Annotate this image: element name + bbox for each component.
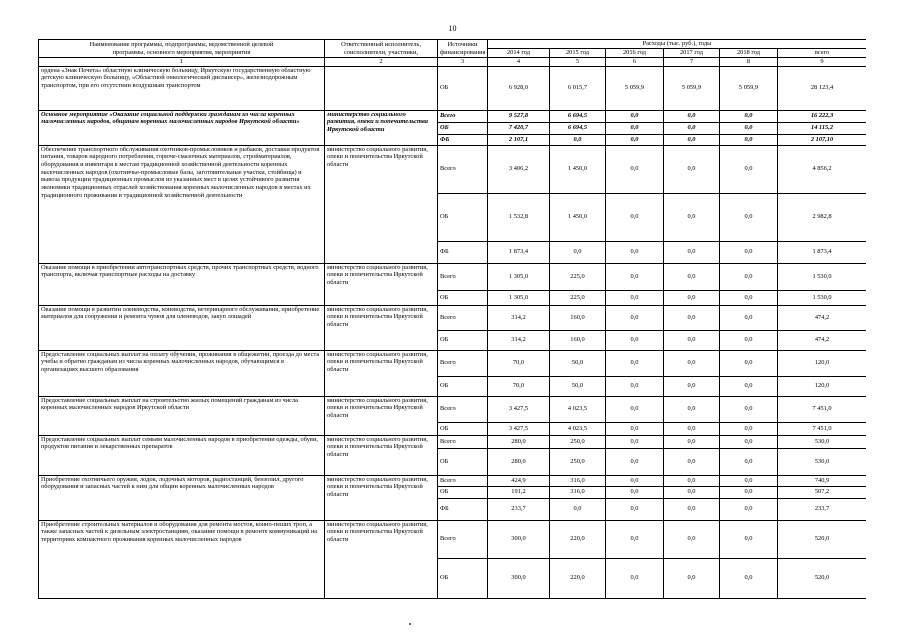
expense-value: 0,0 (720, 350, 778, 376)
expense-value: 0,0 (720, 396, 778, 422)
expense-value: 28 123,4 (778, 66, 867, 110)
expense-value: 520,0 (778, 558, 867, 598)
expense-value: 530,0 (778, 448, 867, 475)
expense-value: 0,0 (606, 350, 664, 376)
header-column-number: 9 (778, 58, 867, 67)
expense-value: 0,0 (664, 305, 720, 330)
funding-source: Всего (438, 263, 488, 290)
expense-value: 0,0 (720, 290, 778, 305)
expense-value: 0,0 (606, 263, 664, 290)
expense-value: 424,9 (488, 475, 550, 486)
expense-value: 0,0 (664, 241, 720, 263)
funding-source: Всего (438, 305, 488, 330)
expense-value: 0,0 (606, 330, 664, 350)
funding-source: ОБ (438, 122, 488, 134)
expense-value: 0,0 (720, 376, 778, 396)
expense-value: 0,0 (606, 558, 664, 598)
measure-name: Оказание помощи в развитии оленеводства, коневодства, ветеринарного обслуживания, приобретение материалов для сооружения и ремонта чумов для оленеводов, закуп лошадей (39, 305, 325, 350)
header-column-number: 6 (606, 58, 664, 67)
funding-source: Всего (438, 145, 488, 193)
expense-value: 0,0 (720, 498, 778, 520)
funding-source: Всего (438, 350, 488, 376)
expense-value: 233,7 (778, 498, 867, 520)
responsible-executor: министерство социального развития, опеки и попечительства Иркутской области (325, 110, 438, 145)
funding-source: Всего (438, 110, 488, 122)
expense-value: 5 059,9 (606, 66, 664, 110)
expense-value: 2 107,1 (488, 134, 550, 145)
expense-value: 160,0 (550, 305, 606, 330)
expense-value: 14 115,2 (778, 122, 867, 134)
header-year: 2014 год (488, 49, 550, 58)
responsible-executor: министерство социального развития, опеки и попечительства Иркутской области (325, 350, 438, 396)
expense-value: 7 420,7 (488, 122, 550, 134)
expense-value: 0,0 (606, 396, 664, 422)
expense-value: 0,0 (606, 145, 664, 193)
expense-value: 1 873,4 (488, 241, 550, 263)
expense-value: 4 023,5 (550, 396, 606, 422)
expense-value: 2 107,10 (778, 134, 867, 145)
scan-dot (409, 623, 411, 625)
expense-value: 2 982,8 (778, 193, 867, 241)
expense-value: 0,0 (664, 448, 720, 475)
expense-value: 0,0 (606, 448, 664, 475)
expense-value: 0,0 (664, 145, 720, 193)
measure-name: Оказание помощи в приобретении автотранспортных средств, прочих транспортных средств, водного транспорта, включая транспортные расходы на доставку (39, 263, 325, 305)
table-row (39, 396, 867, 422)
expense-value: 220,0 (550, 558, 606, 598)
page-number: 10 (448, 24, 457, 33)
expense-value: 300,0 (488, 558, 550, 598)
measure-name: Приобретение охотничьего оружия, лодок, лодочных моторов, радиостанций, бензопил, другого оборудования и запасных частей к ним для общин коренных малочисленных народов (39, 475, 325, 520)
header-year: 2015 год (550, 49, 606, 58)
expense-value: 0,0 (606, 134, 664, 145)
expense-value: 0,0 (664, 422, 720, 435)
expense-value: 300,0 (488, 520, 550, 558)
expense-value: 250,0 (550, 448, 606, 475)
header-column-number: 8 (720, 58, 778, 67)
expense-value: 1 532,8 (488, 193, 550, 241)
header-name: Наименование программы, подпрограммы, ведомственной целевой программы, основного мероприятия, мероприятия (39, 40, 325, 58)
expense-value: 0,0 (664, 376, 720, 396)
table-row (39, 110, 867, 122)
expense-value: 0,0 (664, 520, 720, 558)
expense-value: 0,0 (664, 558, 720, 598)
expense-value: 0,0 (606, 498, 664, 520)
table-row (39, 66, 867, 110)
expense-value: 280,0 (488, 435, 550, 448)
expense-value: 3 406,2 (488, 145, 550, 193)
expense-value: 507,2 (778, 486, 867, 498)
expense-value: 0,0 (720, 193, 778, 241)
header-column-number: 1 (39, 58, 325, 67)
expense-value: 4 856,2 (778, 145, 867, 193)
expense-value: 1 305,0 (488, 263, 550, 290)
expense-value: 0,0 (550, 498, 606, 520)
funding-source: ФБ (438, 498, 488, 520)
funding-source: ОБ (438, 66, 488, 110)
expense-value: 0,0 (664, 193, 720, 241)
table-container (38, 39, 866, 619)
expense-value: 70,0 (488, 350, 550, 376)
expense-value: 0,0 (664, 330, 720, 350)
expense-value: 5 059,9 (720, 66, 778, 110)
responsible-executor: министерство социального развития, опеки и попечительства Иркутской области (325, 305, 438, 350)
expense-value: 0,0 (664, 486, 720, 498)
measure-name: Предоставление социальных выплат на строительство жилых помещений гражданам из числа коренных малочисленных народов Иркутской области (39, 396, 325, 435)
expense-value: 0,0 (720, 558, 778, 598)
expense-value: 0,0 (606, 110, 664, 122)
header-column-number: 3 (438, 58, 488, 67)
expense-value: 0,0 (664, 435, 720, 448)
funding-source: Всего (438, 396, 488, 422)
funding-source: Всего (438, 435, 488, 448)
header-column-number: 5 (550, 58, 606, 67)
responsible-executor: министерство социального развития, опеки и попечительства Иркутской области (325, 396, 438, 435)
measure-name: Предоставление социальных выплат на оплату обучения, проживания в общежитии, проезда до места учебы и обратно гражданам из числа коренных малочисленных народов, обучающимся в организациях высшего образования (39, 350, 325, 396)
expense-value: 7 451,0 (778, 422, 867, 435)
header-column-number: 7 (664, 58, 720, 67)
header-source: Источники финансирования (438, 40, 488, 58)
expense-value: 3 427,5 (488, 422, 550, 435)
expense-value: 0,0 (606, 422, 664, 435)
expense-value: 1 450,0 (550, 145, 606, 193)
table-row (39, 263, 867, 290)
expense-value: 7 451,0 (778, 396, 867, 422)
expense-value: 1 305,0 (488, 290, 550, 305)
responsible-executor: министерство социального развития, опеки и попечительства Иркутской области (325, 475, 438, 520)
table-row (39, 520, 867, 558)
expense-value: 0,0 (664, 134, 720, 145)
expense-value: 225,0 (550, 290, 606, 305)
expense-value: 0,0 (550, 134, 606, 145)
expense-value: 0,0 (664, 475, 720, 486)
expense-value: 0,0 (606, 290, 664, 305)
expense-value: 0,0 (606, 435, 664, 448)
expense-value: 474,2 (778, 330, 867, 350)
table-row (39, 435, 867, 448)
table-row (39, 145, 867, 193)
funding-source: ОБ (438, 422, 488, 435)
expense-value: 233,7 (488, 498, 550, 520)
expense-value: 0,0 (606, 486, 664, 498)
header-year: 2018 год (720, 49, 778, 58)
expense-value: 0,0 (606, 193, 664, 241)
expense-value: 0,0 (720, 263, 778, 290)
funding-source: ОБ (438, 376, 488, 396)
responsible-executor (325, 66, 438, 110)
expense-value: 0,0 (720, 520, 778, 558)
measure-name: Основное мероприятие «Оказание социальной поддержки гражданам из числа коренных малочисленных народов, общинам коренных малочисленных народов Иркутской области» (39, 110, 325, 145)
funding-source: Всего (438, 475, 488, 486)
expense-value: 5 059,9 (664, 66, 720, 110)
funding-source: ОБ (438, 448, 488, 475)
expense-value: 0,0 (550, 241, 606, 263)
expense-value: 0,0 (720, 145, 778, 193)
expense-value: 6 015,7 (550, 66, 606, 110)
expense-value: 0,0 (720, 475, 778, 486)
table-row (39, 305, 867, 330)
funding-source: ФБ (438, 134, 488, 145)
expense-value: 6 694,5 (550, 110, 606, 122)
expense-value: 0,0 (606, 520, 664, 558)
expense-value: 0,0 (720, 330, 778, 350)
expense-value: 0,0 (720, 134, 778, 145)
measure-name: Приобретение строительных материалов и оборудования для ремонта мостов, конно-пеших троп, а также запасных частей к дизельным электростанциям, оказание помощи в ремонте коммуникаций на территориях компактного проживания коренных малочисленных народов (39, 520, 325, 598)
expense-value: 0,0 (664, 498, 720, 520)
funding-source: ОБ (438, 486, 488, 498)
responsible-executor: министерство социального развития, опеки и попечительства Иркутской области (325, 435, 438, 475)
expense-value: 740,9 (778, 475, 867, 486)
expense-value: 316,0 (550, 475, 606, 486)
expense-value: 0,0 (664, 396, 720, 422)
responsible-executor: министерство социального развития, опеки и попечительства Иркутской области (325, 520, 438, 598)
expense-value: 16 222,3 (778, 110, 867, 122)
responsible-executor: министерство социального развития, опеки и попечительства Иркутской области (325, 145, 438, 263)
expense-value: 250,0 (550, 435, 606, 448)
expense-value: 0,0 (720, 110, 778, 122)
expense-value: 0,0 (606, 376, 664, 396)
expense-value: 0,0 (720, 241, 778, 263)
header-expenses: Расходы (тыс. руб.), годы (488, 40, 867, 49)
table-row (39, 350, 867, 376)
expense-value: 0,0 (664, 263, 720, 290)
expense-value: 530,0 (778, 435, 867, 448)
expense-value: 0,0 (606, 122, 664, 134)
expense-value: 120,0 (778, 350, 867, 376)
header-year: всего (778, 49, 867, 58)
expense-value: 1 873,4 (778, 241, 867, 263)
expense-value: 474,2 (778, 305, 867, 330)
expense-value: 50,0 (550, 376, 606, 396)
header-executor: Ответственный исполнитель, соисполнители, участники, (325, 40, 438, 58)
expense-value: 0,0 (720, 435, 778, 448)
expense-value: 4 023,5 (550, 422, 606, 435)
measure-name: Обеспечение транспортного обслуживания охотников-промысловиков и рыбаков, доставки продуктов питания, товаров народного потребления, горюче-смазочных материалов, стройматериалов, оборудования и инвентаря к местам традиционной хозяйственной деятельности коренных малочисленных народов (охотничье-промысловые базы, заготовительные участки, стойбища) и вывоза продукции традиционных промыслов из указанных мест в целях устойчивого развития экономики традиционных отраслей хозяйствования коренных малочисленных народов в местах их традиционного проживания и традиционной хозяйственной деятельности (39, 145, 325, 263)
header-column-number: 4 (488, 58, 550, 67)
expense-value: 1 450,0 (550, 193, 606, 241)
expense-value: 520,0 (778, 520, 867, 558)
funding-source: Всего (438, 520, 488, 558)
measure-name: ордена «Знак Почета» областную клиническую больницу, Иркутскую государственную областную детскую клиническую больницу, «Областной онкологический диспансер», железнодорожным транспортом, при его отсутствии воздушным транспортом (39, 66, 325, 110)
expense-value: 6 928,0 (488, 66, 550, 110)
expense-value: 1 530,0 (778, 263, 867, 290)
expense-value: 0,0 (720, 422, 778, 435)
expense-value: 225,0 (550, 263, 606, 290)
funding-source: ОБ (438, 290, 488, 305)
expense-value: 50,0 (550, 350, 606, 376)
header-year: 2016 год (606, 49, 664, 58)
expense-value: 220,0 (550, 520, 606, 558)
expense-value: 6 694,5 (550, 122, 606, 134)
funding-source: ОБ (438, 193, 488, 241)
expense-value: 316,0 (550, 486, 606, 498)
expense-value: 120,0 (778, 376, 867, 396)
expense-value: 0,0 (720, 122, 778, 134)
expense-value: 314,2 (488, 330, 550, 350)
expense-value: 9 527,8 (488, 110, 550, 122)
expense-value: 0,0 (606, 241, 664, 263)
expense-value: 1 530,0 (778, 290, 867, 305)
expense-value: 0,0 (664, 350, 720, 376)
responsible-executor: министерство социального развития, опеки и попечительства Иркутской области (325, 263, 438, 305)
expense-value: 280,0 (488, 448, 550, 475)
expense-value: 0,0 (664, 290, 720, 305)
expense-value: 160,0 (550, 330, 606, 350)
header-year: 2017 год (664, 49, 720, 58)
table-row (39, 475, 867, 486)
expense-value: 0,0 (664, 122, 720, 134)
expense-value: 0,0 (664, 110, 720, 122)
expense-value: 191,2 (488, 486, 550, 498)
expense-value: 0,0 (606, 305, 664, 330)
expense-value: 70,0 (488, 376, 550, 396)
funding-source: ОБ (438, 558, 488, 598)
expense-value: 314,2 (488, 305, 550, 330)
funding-source: ФБ (438, 241, 488, 263)
expense-value: 0,0 (720, 305, 778, 330)
expense-value: 0,0 (606, 475, 664, 486)
expenses-table (38, 39, 866, 599)
expense-value: 0,0 (720, 486, 778, 498)
measure-name: Предоставление социальных выплат семьям малочисленных народов в приобретении одежды, обуви, продуктов питания и лекарственных препаратов (39, 435, 325, 475)
expense-value: 0,0 (720, 448, 778, 475)
header-column-number: 2 (325, 58, 438, 67)
funding-source: ОБ (438, 330, 488, 350)
expense-value: 3 427,5 (488, 396, 550, 422)
